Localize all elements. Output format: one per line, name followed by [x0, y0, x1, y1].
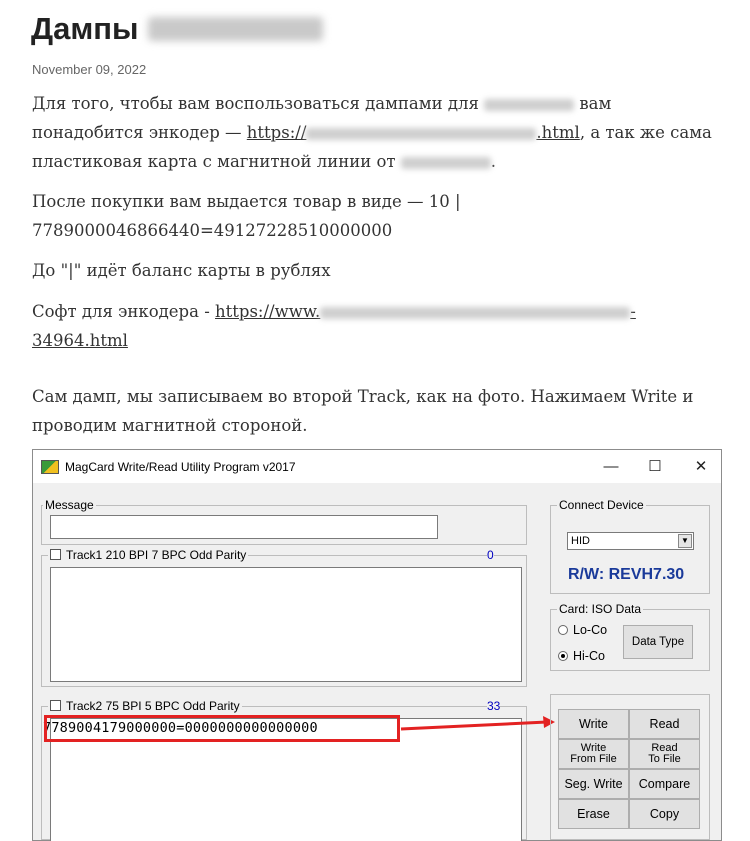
- write-from-file-button[interactable]: Write From File: [558, 739, 629, 769]
- connect-device-group: [550, 498, 710, 594]
- message-label: Message: [45, 498, 94, 512]
- dump-example: 7789000046866440=49127228510000000: [32, 221, 393, 240]
- annotation-highlight-box: [44, 715, 400, 742]
- close-button[interactable]: ✕: [694, 458, 708, 475]
- annotation-arrow-icon: [399, 714, 559, 734]
- seg-write-button[interactable]: Seg. Write: [558, 769, 629, 799]
- message-field[interactable]: [50, 515, 438, 539]
- track2-value: 7789004179000000=0000000000000000: [43, 720, 318, 736]
- magcard-window: [32, 449, 722, 841]
- text: .: [490, 152, 497, 171]
- maximize-button[interactable]: ☐: [648, 458, 662, 475]
- track1-label[interactable]: Track1 210 BPI 7 BPC Odd Parity: [48, 548, 248, 562]
- copy-button[interactable]: Copy: [629, 799, 700, 829]
- track1-checkbox[interactable]: [50, 549, 61, 560]
- track2-count: 33: [487, 699, 501, 713]
- hico-radio[interactable]: Hi-Co: [558, 649, 605, 663]
- read-to-file-button[interactable]: Read To File: [629, 739, 700, 769]
- compare-button[interactable]: Compare: [629, 769, 700, 799]
- track1-field[interactable]: [50, 567, 522, 682]
- message-group: [41, 498, 527, 545]
- software-link[interactable]: https://www. - 34964.html: [32, 302, 636, 350]
- redacted-title-part: [148, 17, 323, 41]
- card-iso-label: Card: ISO Data: [559, 602, 642, 616]
- text: Для того, чтобы вам воспользоваться дампами для: [32, 94, 485, 113]
- track2-label[interactable]: Track2 75 BPI 5 BPC Odd Parity: [48, 699, 242, 713]
- paragraph-product: [32, 187, 722, 245]
- encoder-link[interactable]: https:// .html: [246, 123, 580, 142]
- track2-checkbox[interactable]: [50, 700, 61, 711]
- paragraph-balance: До "|" идёт баланс карты в рублях: [32, 261, 331, 280]
- connect-device-label: Connect Device: [559, 498, 644, 512]
- read-button[interactable]: Read: [629, 709, 700, 739]
- text: После покупки вам выдается товар в виде — 10 |: [32, 192, 461, 211]
- device-select[interactable]: [567, 532, 694, 550]
- paragraph-intro: [32, 89, 722, 176]
- window-titlebar: [33, 450, 721, 483]
- device-select-value: HID: [571, 535, 590, 547]
- article-title-text: Дампы: [31, 11, 139, 46]
- hico-radio-dot[interactable]: [558, 651, 568, 661]
- redacted-text: [401, 157, 491, 169]
- window-title: MagCard Write/Read Utility Program v2017: [65, 459, 296, 474]
- text: , а так же сама пластиковая карта с магнитной линии от: [32, 123, 712, 171]
- track1-count: 0: [487, 548, 494, 562]
- track1-group: [41, 548, 527, 687]
- card-iso-group: [550, 602, 710, 671]
- write-button[interactable]: Write: [558, 709, 629, 739]
- text: Софт для энкодера -: [32, 302, 216, 321]
- command-group: [550, 694, 710, 840]
- data-type-button[interactable]: Data Type: [623, 625, 693, 659]
- paragraph-instructions: Сам дамп, мы записываем во второй Track, как на фото. Нажимаем Write и проводим магнитной стороной.: [32, 387, 694, 435]
- article-title: [31, 11, 323, 47]
- app-icon: [41, 460, 59, 474]
- redacted-text: [484, 99, 574, 111]
- chevron-down-icon[interactable]: ▼: [678, 534, 692, 548]
- text: вам понадобится энкодер —: [32, 94, 612, 142]
- loco-radio[interactable]: Lo-Co: [558, 623, 607, 637]
- paragraph-software: [32, 297, 722, 355]
- reader-version: R/W: REVH7.30: [568, 566, 685, 583]
- erase-button[interactable]: Erase: [558, 799, 629, 829]
- post-date: November 09, 2022: [32, 62, 147, 77]
- minimize-button[interactable]: —: [603, 458, 619, 475]
- loco-radio-dot[interactable]: [558, 625, 568, 635]
